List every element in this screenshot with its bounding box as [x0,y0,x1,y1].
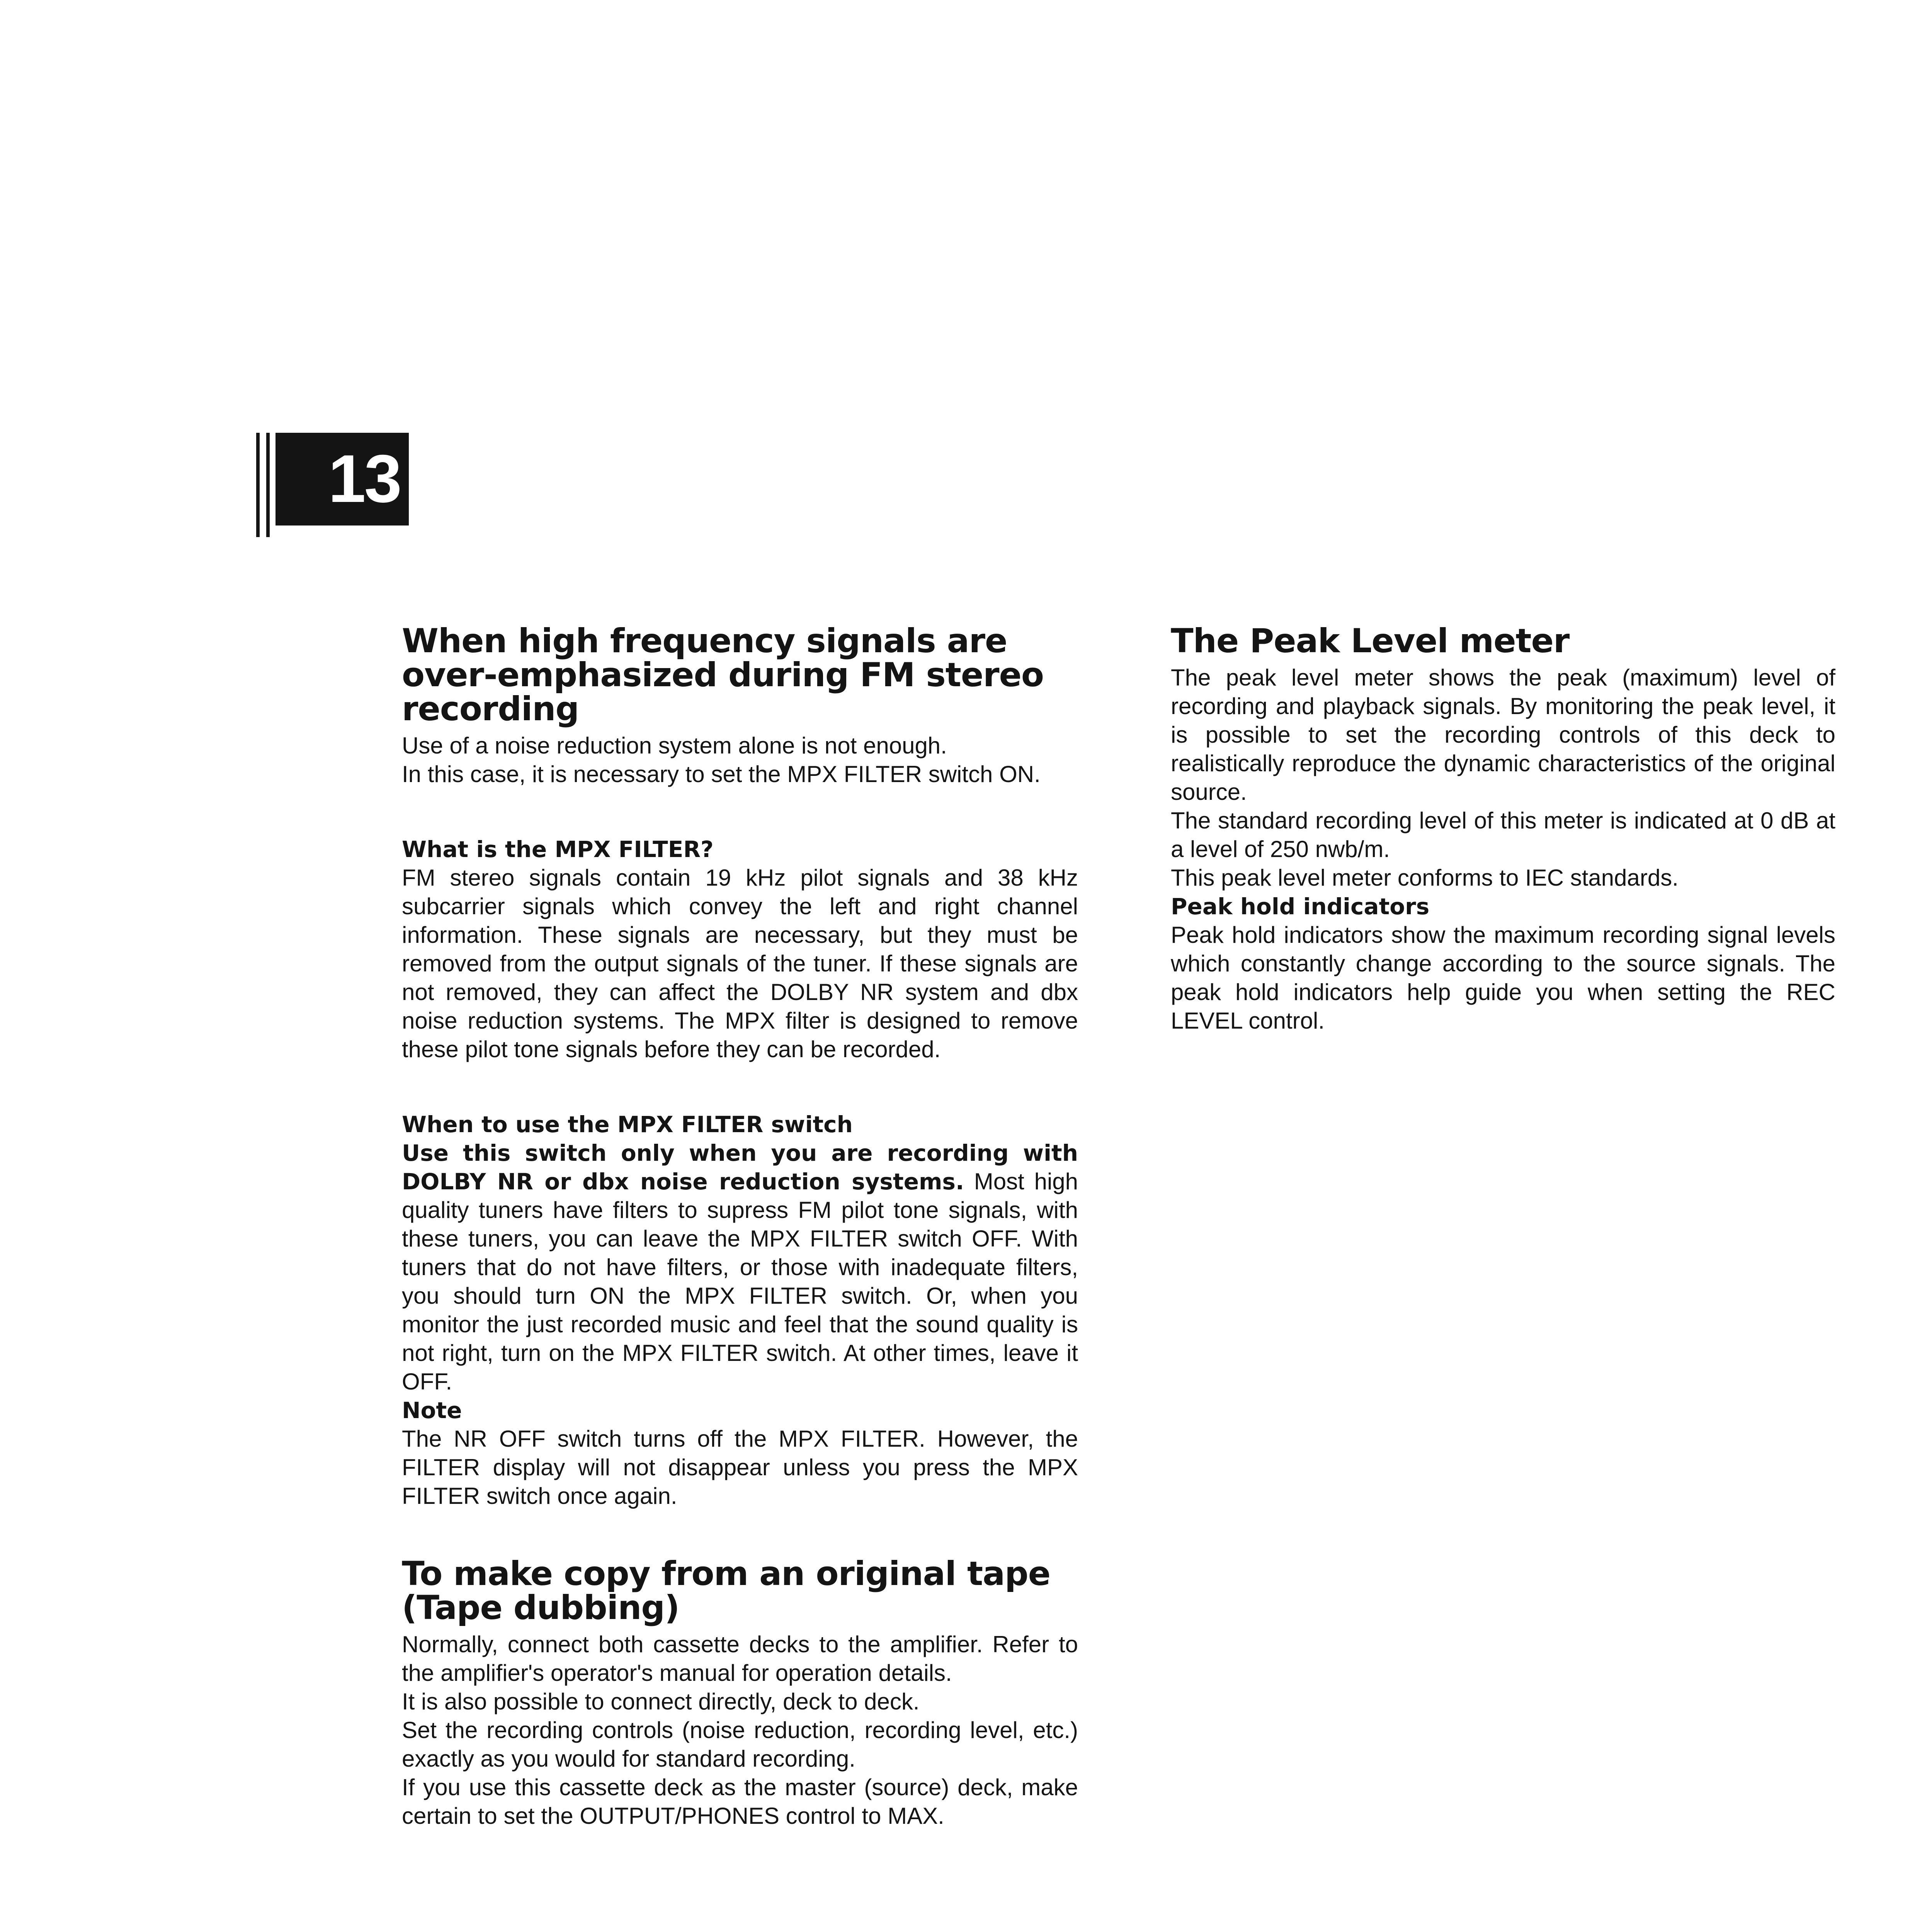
peak-meter-para2: The standard recording level of this meter is indicated at 0 dB at a level of 250 nwb/m. [1171,808,1835,862]
dubbing-para4: If you use this cassette deck as the master (source) deck, make certain to set the OUTPUT/PHONES control to MAX. [402,1774,1078,1829]
peak-meter-title: The Peak Level meter [1171,622,1570,660]
when-to-use-paragraph [402,1139,1078,1396]
what-is-mpx-heading: What is the MPX FILTER? [402,836,714,862]
when-to-use-body: Most high quality tuners have filters to supress FM pilot tone signals, with these tuners, you can leave the MPX FILTER switch OFF. With tuners that do not have filters, or those with inadequate filters, you should turn ON the MPX FILTER switch. Or, when you monitor the just recorded music and feel that the sound quality is not right, turn on the MPX FILTER switch. At other times, leave it OFF. [402,1168,1078,1395]
fm-section-title: When high frequency signals are over-emphasized during FM stereo recording [402,622,1044,728]
badge-bar-left [256,433,260,537]
peak-meter-para3: This peak level meter conforms to IEC standards. [1171,865,1679,891]
peak-hold-heading: Peak hold indicators [1171,893,1430,920]
peak-meter-para1: The peak level meter shows the peak (maximum) level of recording and playback signals. By monitoring the peak level, it is possible to set the recording controls of this deck to realistically reproduce the dynamic characteristics of the original source. [1171,665,1835,805]
dubbing-para1: Normally, connect both cassette decks to the amplifier. Refer to the amplifier's operator's manual for operation details. [402,1631,1078,1686]
page-number: 13 [276,433,409,526]
dubbing-title: To make copy from an original tape (Tape dubbing) [402,1554,1051,1627]
dubbing-para2: It is also possible to connect directly, deck to deck. [402,1689,920,1714]
fm-section-para1: Use of a noise reduction system alone is not enough. [402,733,947,759]
fm-section-para2: In this case, it is necessary to set the MPX FILTER switch ON. [402,761,1041,787]
left-column [402,624,1078,1830]
when-to-use-heading: When to use the MPX FILTER switch [402,1111,853,1138]
dubbing-para3: Set the recording controls (noise reduction, recording level, etc.) exactly as you would for standard recording. [402,1717,1078,1772]
note-heading: Note [402,1397,462,1423]
when-to-use-bold-lead: Use this switch only when you are recording with DOLBY NR or dbx noise reduction systems. [402,1140,1078,1195]
right-column [1171,624,1835,1035]
note-body: The NR OFF switch turns off the MPX FILTER. However, the FILTER display will not disappear unless you press the MPX FILTER switch once again. [402,1426,1078,1509]
peak-hold-body: Peak hold indicators show the maximum recording signal levels which constantly change according to the source signals. The peak hold indicators help guide you when setting the REC LEVEL control. [1171,922,1835,1034]
badge-bar-right [266,433,270,537]
what-is-mpx-body: FM stereo signals contain 19 kHz pilot signals and 38 kHz subcarrier signals which convey the left and right channel information. These signals are necessary, but they must be removed from the output signals of the tuner. If these signals are not removed, they can affect the DOLBY NR system and dbx noise reduction systems. The MPX filter is designed to remove these pilot tone signals before they can be recorded. [402,865,1078,1062]
